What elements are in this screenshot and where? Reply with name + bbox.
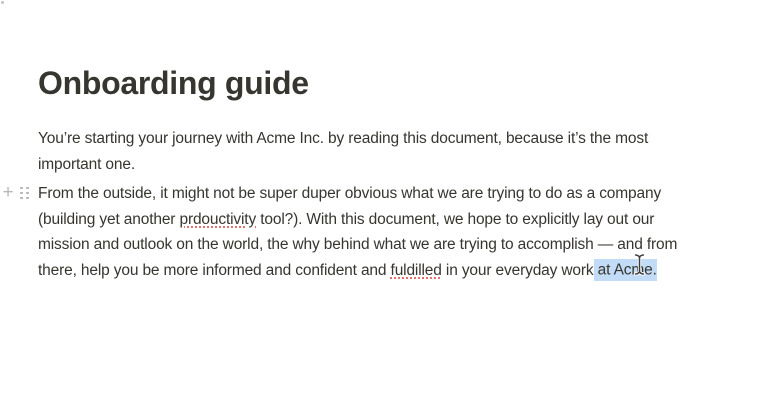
window-corner-artifact [1, 1, 4, 4]
block-hover-controls [1, 182, 35, 203]
drag-handle-icon[interactable] [20, 187, 29, 200]
paragraph-intro [38, 126, 726, 177]
paragraph-intro-line-2[interactable]: important one. [38, 155, 135, 173]
misspelled-word: prdouctivity [179, 210, 257, 228]
selected-text: at Acme. [594, 259, 657, 281]
misspelled-word: fuldilled [390, 261, 442, 279]
text-run: tool?). With this document, we hope to explicitly lay out our [256, 210, 655, 228]
text-run: there, help you be more informed and confident and [38, 261, 391, 279]
page-title[interactable]: Onboarding guide [38, 65, 309, 101]
text-run: in your everyday work [441, 261, 594, 279]
paragraph-mission-line-4[interactable] [38, 258, 726, 284]
paragraph-mission-line-1[interactable]: From the outside, it might not be super duper obvious what we are trying to do as a company [38, 185, 662, 202]
paragraph-mission [2, 181, 726, 283]
paragraph-intro-line-1[interactable]: You’re starting your journey with Acme Inc. by reading this document, because it’s the most [38, 130, 649, 147]
plus-icon: + [2, 182, 14, 203]
add-block-button[interactable] [1, 182, 15, 203]
paragraph-mission-line-3[interactable]: mission and outlook on the world, the why behind what we are trying to accomplish — and from [38, 236, 678, 253]
paragraph-mission-line-2[interactable] [38, 207, 726, 233]
text-run: (building yet another [38, 210, 180, 228]
